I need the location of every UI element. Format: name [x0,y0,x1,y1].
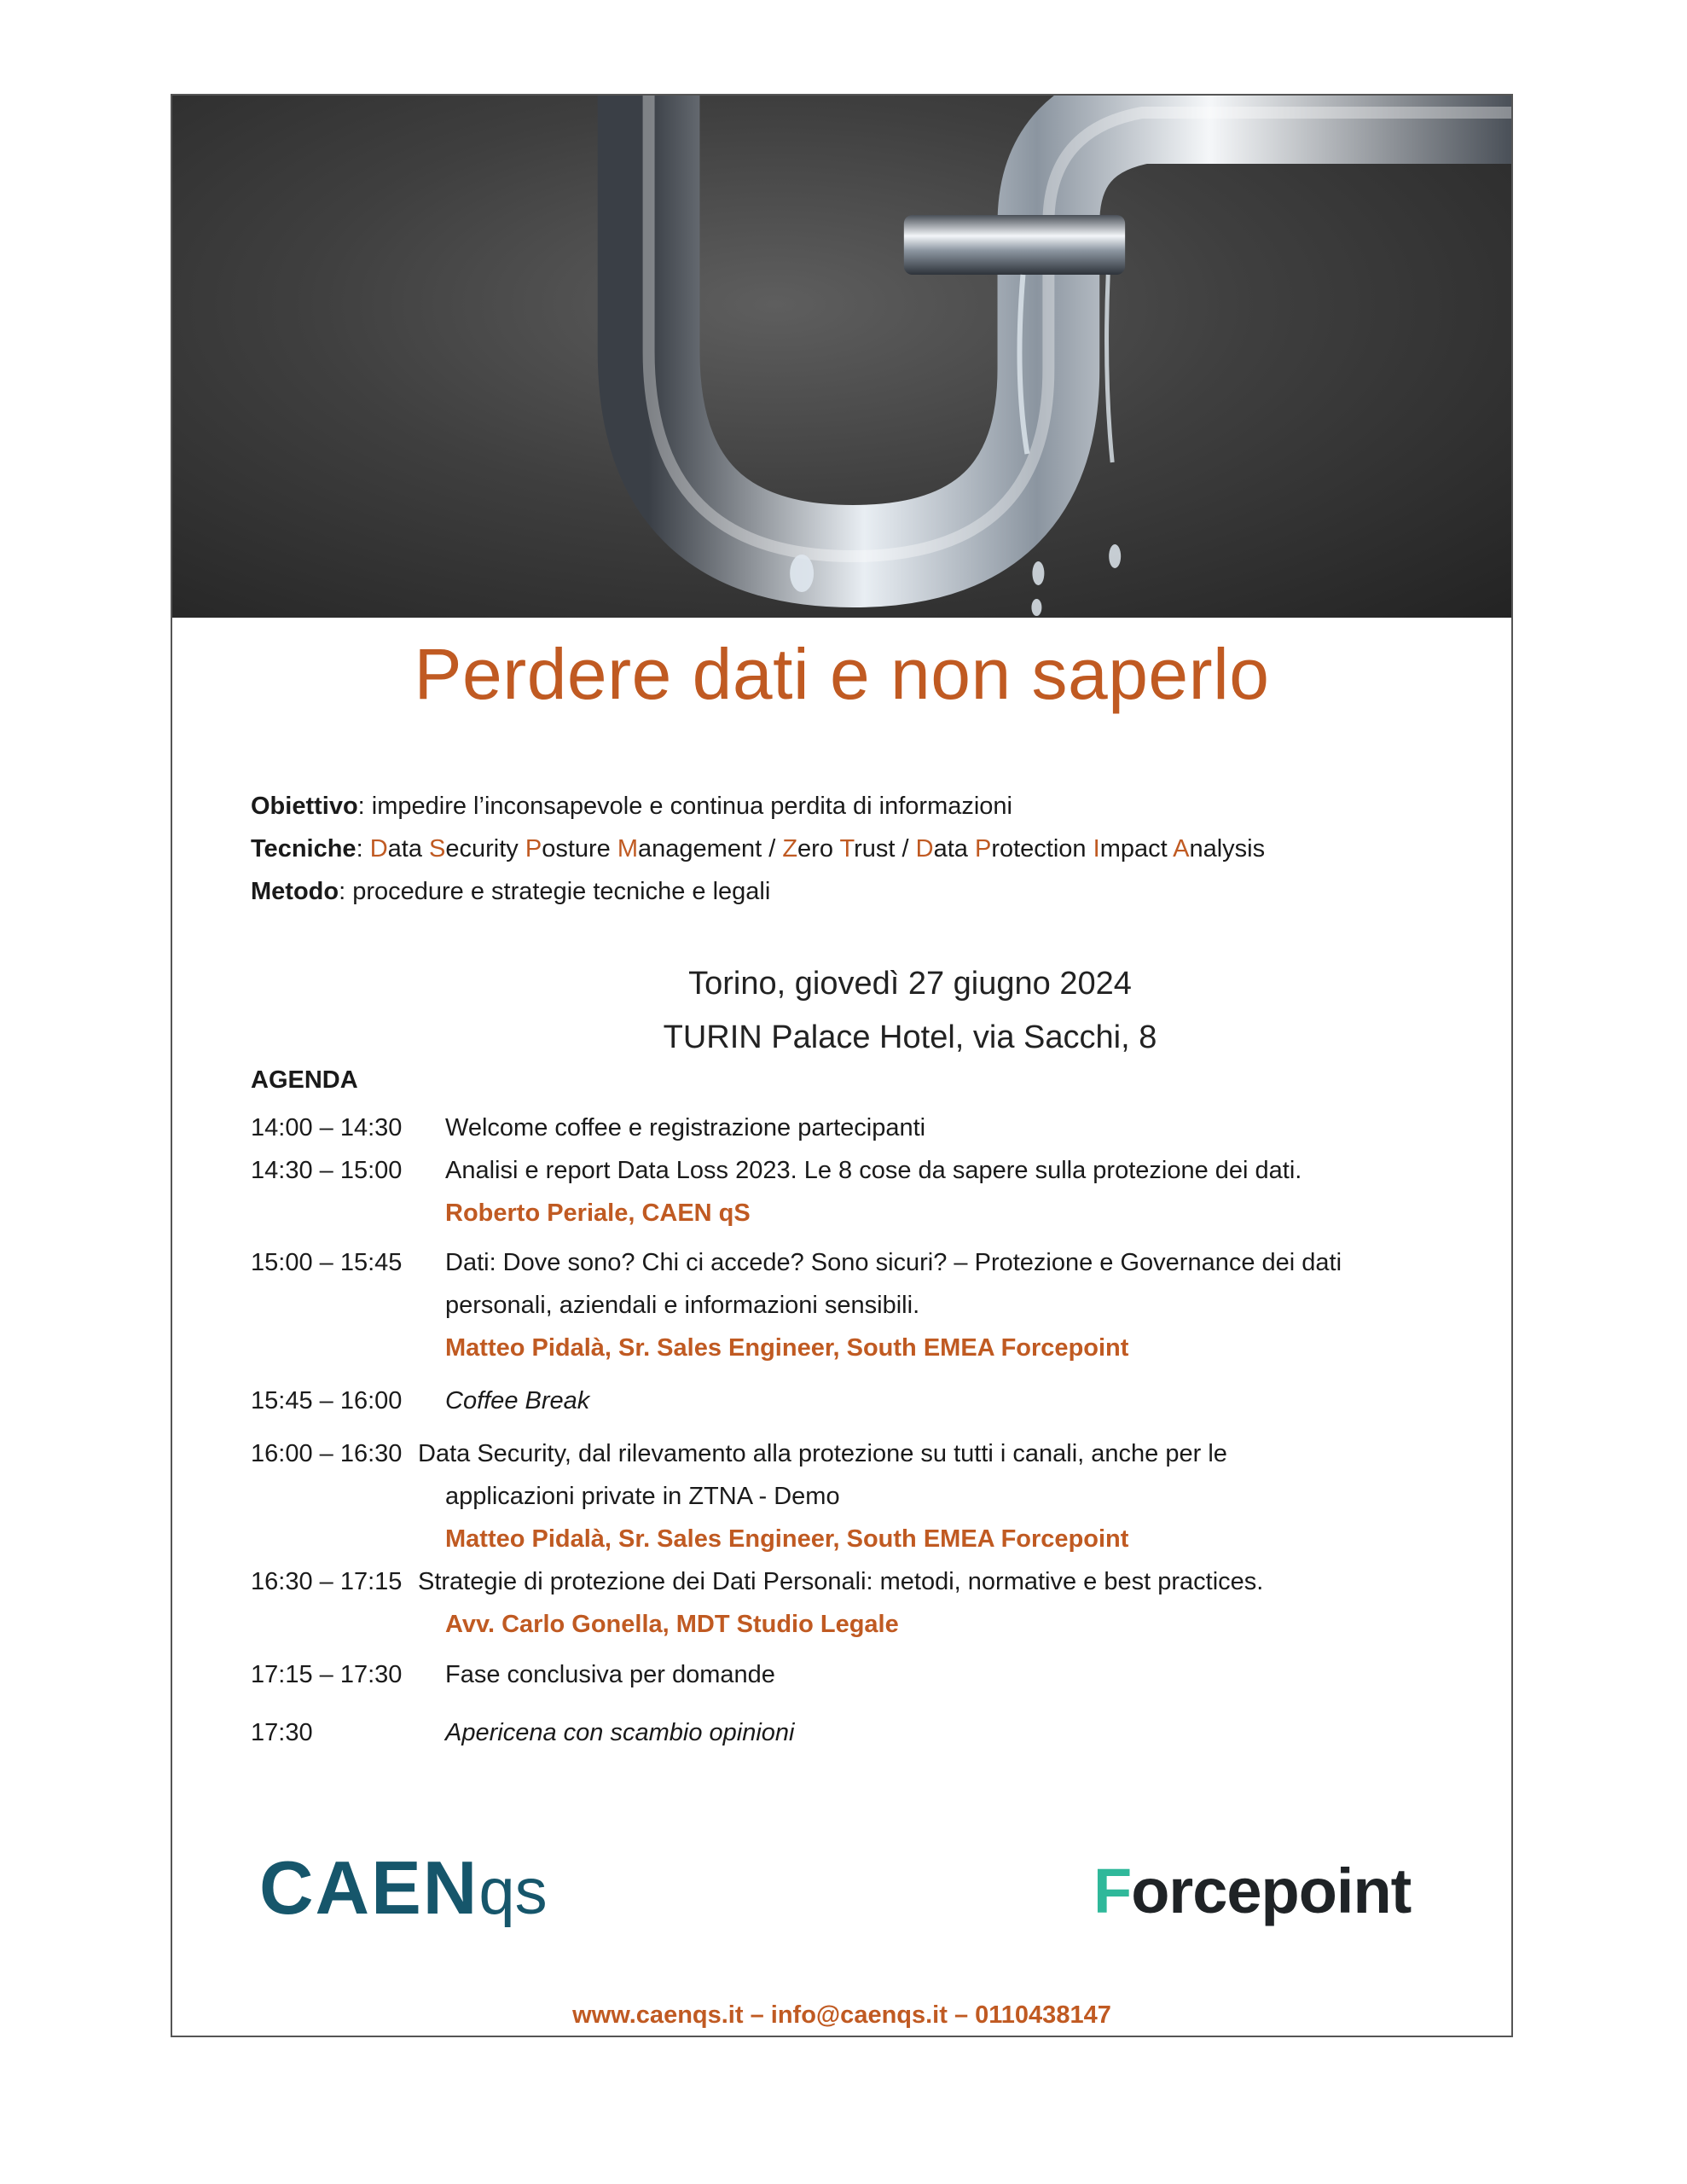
page-title: Perdere dati e non saperlo [414,634,1270,714]
hero-image-leaking-pipe [172,96,1511,618]
agenda-item [251,1432,1462,1560]
technique-initial: Z [782,835,798,863]
agenda-time: 14:00 – 14:30 [251,1114,403,1141]
agenda-item [251,1107,1462,1149]
agenda-item [251,1653,1462,1696]
technique-text: osture [542,835,617,863]
technique-initial: S [429,835,446,863]
agenda-item [251,1560,1462,1646]
agenda-item [251,1711,1462,1754]
objective-label: Obiettivo [251,793,358,820]
technique-text: : [356,835,370,863]
techniques-line [251,828,1265,870]
agenda-text: Dati: Dove sono? Chi ci accede? Sono sicuri? – Protezione e Governance dei dati [445,1249,1342,1276]
agenda-time: 17:15 – 17:30 [251,1661,403,1688]
technique-initial: I [1093,835,1100,863]
objective-text: : impedire l’inconsapevole e continua perdita di informazioni [357,793,1012,820]
agenda-time: 16:30 – 17:15 [251,1568,403,1595]
agenda-time: 14:30 – 15:00 [251,1157,403,1184]
agenda-text: Data Security, dal rilevamento alla protezione su tutti i canali, anche per le [418,1440,1227,1467]
technique-initial: P [525,835,542,863]
techniques-text [357,835,1266,863]
agenda-item [251,1149,1462,1234]
agenda-text-continued: personali, aziendali e informazioni sensibili. [445,1292,920,1319]
forcepoint-logo-initial: F [1093,1856,1132,1926]
caen-logo-suffix: qs [478,1856,548,1928]
agenda-text: Fase conclusiva per domande [445,1661,775,1688]
agenda-speaker: Matteo Pidalà, Sr. Sales Engineer, South EMEA Forcepoint [445,1334,1129,1362]
method-text: : procedure e strategie tecniche e legali [339,878,771,905]
agenda-time: 15:00 – 15:45 [251,1249,403,1276]
forcepoint-logo-rest: orcepoint [1131,1856,1412,1926]
technique-initial: D [915,835,934,863]
agenda-time: 15:45 – 16:00 [251,1387,403,1414]
method-label: Metodo [251,878,339,905]
agenda-speaker: Matteo Pidalà, Sr. Sales Engineer, South EMEA Forcepoint [445,1525,1129,1553]
technique-text: ecurity [445,835,525,863]
technique-initial: T [839,835,855,863]
agenda-text: Analisi e report Data Loss 2023. Le 8 cose da sapere sulla protezione dei dati. [445,1157,1302,1184]
forcepoint-logo [1093,1855,1411,1927]
technique-initial: M [617,835,639,863]
technique-initial: P [974,835,992,863]
technique-text: rust / [854,835,916,863]
technique-text: ata [933,835,975,863]
agenda-speaker: Avv. Carlo Gonella, MDT Studio Legale [445,1611,899,1638]
techniques-label: Tecniche [251,835,357,863]
method-line [251,870,1265,913]
venue-block [172,957,1511,1065]
intro-block [251,785,1265,913]
agenda-speaker: Roberto Periale, CAEN qS [445,1199,751,1227]
contact-footer[interactable]: www.caenqs.it – info@caenqs.it – 0110438147 [572,2001,1111,2029]
agenda-heading: AGENDA [251,1066,358,1094]
technique-text: nalysis [1189,835,1266,863]
agenda-time: 17:30 [251,1719,313,1746]
agenda-text: Welcome coffee e registrazione partecipanti [445,1114,926,1141]
technique-text: anagement / [638,835,783,863]
technique-text: rotection [991,835,1093,863]
agenda-time: 16:00 – 16:30 [251,1440,403,1467]
technique-text: ero [797,835,840,863]
event-date: Torino, giovedì 27 giugno 2024 [688,966,1132,1002]
agenda-text: Strategie di protezione dei Dati Personali: metodi, normative e best practices. [418,1568,1264,1595]
technique-text: ata [387,835,430,863]
agenda-text: Apericena con scambio opinioni [445,1719,795,1746]
technique-text: mpact [1099,835,1174,863]
agenda-item [251,1241,1462,1369]
agenda-item [251,1380,1462,1422]
flyer-frame [171,94,1513,2037]
agenda-text: Coffee Break [445,1387,590,1414]
technique-initial: D [369,835,388,863]
caenqs-logo [259,1844,548,1931]
objective-line [251,785,1265,828]
pipe-illustration [172,96,1511,618]
agenda-text-continued: applicazioni private in ZTNA - Demo [445,1483,840,1510]
caen-logo-main: CAEN [259,1845,479,1930]
event-place: TURIN Palace Hotel, via Sacchi, 8 [663,1019,1157,1055]
technique-initial: A [1173,835,1190,863]
